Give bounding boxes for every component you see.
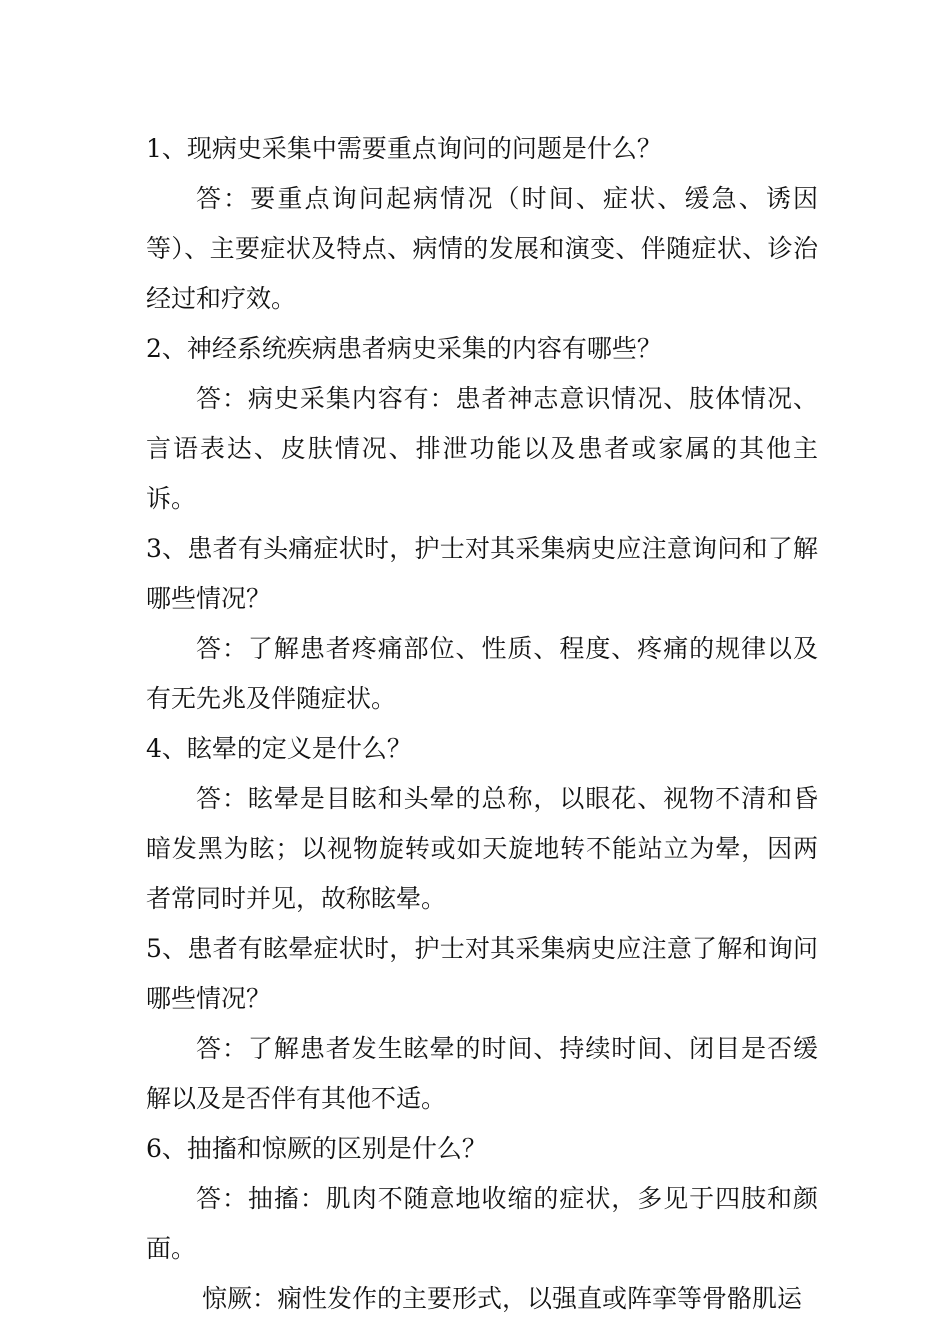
answer-6-continued: 惊厥：痫性发作的主要形式，以强直或阵挛等骨骼肌运 (202, 1284, 803, 1313)
question-4: 4、眩晕的定义是什么？ (146, 734, 412, 763)
answer-2: 答：病史采集内容有：患者神志意识情况、肢体情况、言语表达、皮肤情况、排泄功能以及患者或家属的其他主诉。 (146, 384, 818, 513)
question-6: 6、抽搐和惊厥的区别是什么？ (146, 1134, 487, 1163)
answer-5: 答：了解患者发生眩晕的时间、持续时间、闭目是否缓解以及是否伴有其他不适。 (146, 1034, 818, 1113)
answer-4: 答：眩晕是目眩和头晕的总称，以眼花、视物不清和昏暗发黑为眩；以视物旋转或如天旋地转不能站立为晕，因两者常同时并见，故称眩晕。 (146, 784, 818, 913)
answer-1: 答：要重点询问起病情况（时间、症状、缓急、诱因等）、主要症状及特点、病情的发展和演变、伴随症状、诊治经过和疗效。 (146, 184, 818, 313)
question-2: 2、神经系统疾病患者病史采集的内容有哪些？ (146, 334, 662, 363)
question-3: 3、患者有头痛症状时，护士对其采集病史应注意询问和了解哪些情况？ (146, 534, 818, 613)
answer-3: 答：了解患者疼痛部位、性质、程度、疼痛的规律以及有无先兆及伴随症状。 (146, 634, 818, 713)
question-1: 1、现病史采集中需要重点询问的问题是什么？ (146, 134, 662, 163)
answer-6: 答：抽搐：肌肉不随意地收缩的症状，多见于四肢和颜面。 (146, 1184, 818, 1263)
question-5: 5、患者有眩晕症状时，护士对其采集病史应注意了解和询问哪些情况？ (146, 934, 818, 1013)
document-body (146, 124, 818, 1324)
